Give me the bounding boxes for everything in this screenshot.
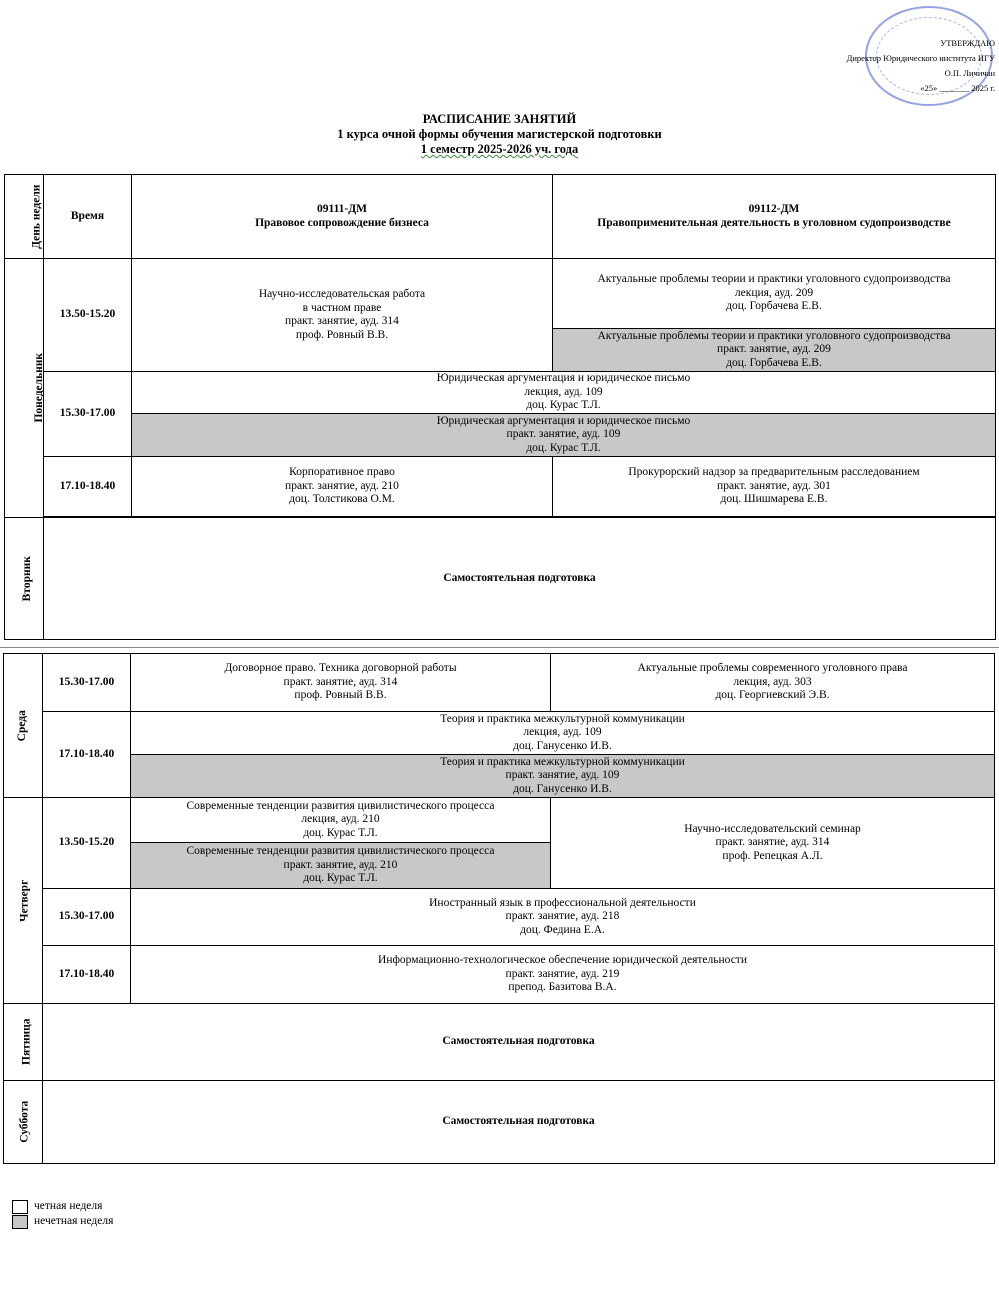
title-line-3: 1 семестр 2025-2026 уч. года [420,142,579,156]
legend-even-swatch [12,1200,28,1214]
class-cell: Договорное право. Техника договорной работы практ. занятие, ауд. 314 проф. Ровный В.В. [131,654,551,712]
header-time: Время [44,175,132,259]
time-slot: 13.50-15.20 [44,259,132,372]
group-1-code: 09111-ДМ [316,203,368,215]
class-cell-odd: Актуальные проблемы теории и практики уголовного судопроизводства практ. занятие, ауд. 209 доц. Горбачева Е.В. [553,329,996,372]
day-saturday: Суббота [4,1081,43,1164]
class-cell: Информационно-технологическое обеспечение юридической деятельности практ. занятие, ауд. 219 препод. Базитова В.А. [131,946,995,1004]
time-slot: 15.30-17.00 [43,654,131,712]
self-study-cell: Самостоятельная подготовка [43,1004,995,1081]
legend-odd-swatch [12,1215,28,1229]
approval-block [815,36,995,96]
day-tuesday: Вторник [5,518,44,640]
self-study-cell: Самостоятельная подготовка [44,518,996,640]
day-friday: Пятница [4,1004,43,1081]
day-wednesday: Среда [4,654,43,798]
time-slot: 17.10-18.40 [43,712,131,798]
approval-signatory: О.П. Личичан [944,68,995,78]
header-day: День недели [5,175,44,259]
class-cell-odd: Теория и практика межкультурной коммуникации практ. занятие, ауд. 109 доц. Ганусенко И.В. [131,755,995,798]
title-line-2: 1 курса очной формы обучения магистерской подготовки [337,127,662,141]
approval-date: «25» _______ 2025 г. [920,83,995,93]
group-2-code: 09112-ДМ [748,203,800,215]
title-line-1: РАСПИСАНИЕ ЗАНЯТИЙ [422,112,577,126]
class-cell-even: Теория и практика межкультурной коммуникации лекция, ауд. 109 доц. Ганусенко И.В. [131,712,995,755]
group-2-name: Правоприменительная деятельность в уголовном судопроизводстве [597,216,951,229]
schedule-table-1 [4,174,996,640]
time-slot: 15.30-17.00 [44,372,132,457]
schedule-table-2 [3,653,995,1164]
class-cell: Корпоративное право практ. занятие, ауд. 210 доц. Толстикова О.М. [132,457,553,517]
approval-title: УТВЕРЖДАЮ [940,38,995,48]
legend-odd-label: нечетная неделя [34,1215,114,1227]
time-slot: 13.50-15.20 [43,798,131,889]
table-header-row [5,175,996,259]
class-cell: Прокурорский надзор за предварительным расследованием практ. занятие, ауд. 301 доц. Шишмарева Е.В. [553,457,996,517]
class-cell-even: Юридическая аргументация и юридическое письмо лекция, ауд. 109 доц. Курас Т.Л. [132,372,996,414]
class-cell-odd: Современные тенденции развития цивилистического процесса практ. занятие, ауд. 210 доц. Курас Т.Л. [131,843,551,889]
time-slot: 17.10-18.40 [43,946,131,1004]
class-cell-even: Актуальные проблемы теории и практики уголовного судопроизводства лекция, ауд. 209 доц. Горбачева Е.В. [553,259,996,329]
class-cell: Иностранный язык в профессиональной деятельности практ. занятие, ауд. 218 доц. Федина Е.А. [131,889,995,946]
class-cell: Научно-исследовательский семинар практ. занятие, ауд. 314 проф. Репецкая А.Л. [551,798,995,889]
header-group-1 [132,175,553,259]
class-cell-odd: Юридическая аргументация и юридическое письмо практ. занятие, ауд. 109 доц. Курас Т.Л. [132,414,996,457]
class-cell-even: Современные тенденции развития цивилистического процесса лекция, ауд. 210 доц. Курас Т.Л. [131,798,551,843]
time-slot: 17.10-18.40 [44,457,132,517]
group-1-name: Правовое сопровождение бизнеса [255,216,429,229]
time-slot: 15.30-17.00 [43,889,131,946]
class-cell: Актуальные проблемы современного уголовного права лекция, ауд. 303 доц. Георгиевский Э.В. [551,654,995,712]
page-break-line [0,647,999,648]
self-study-cell: Самостоятельная подготовка [43,1081,995,1164]
day-monday: Понедельник [5,259,44,518]
approval-position: Директор Юридического института ИГУ [846,53,995,63]
class-cell: Научно-исследовательская работа в частном праве практ. занятие, ауд. 314 проф. Ровный В.В. [132,259,553,372]
header-group-2 [553,175,996,259]
document-title [0,112,999,157]
day-thursday: Четверг [4,798,43,1004]
legend-even-label: четная неделя [34,1200,103,1212]
